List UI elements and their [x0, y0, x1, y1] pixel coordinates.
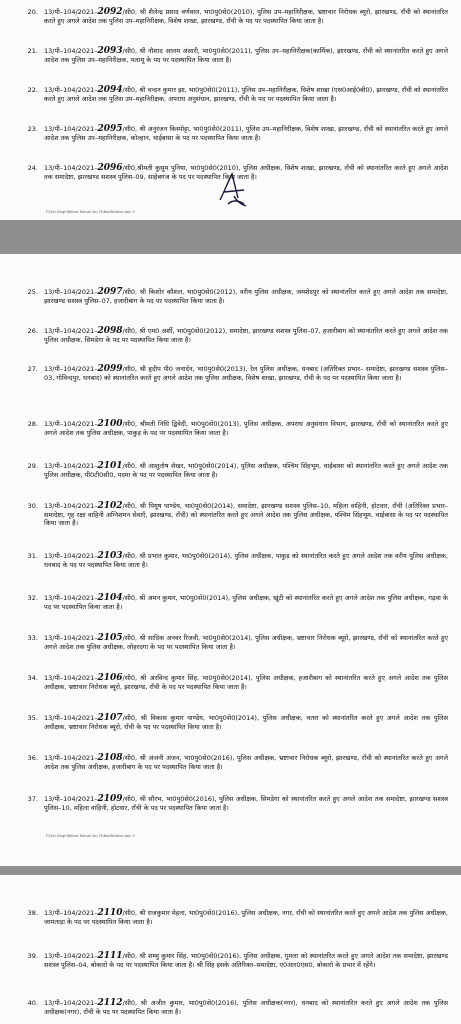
item-number: 33. — [27, 634, 38, 642]
order-item — [20, 462, 448, 492]
item-text — [44, 552, 448, 569]
order-item — [20, 365, 448, 405]
item-number: 40. — [27, 999, 38, 1007]
handwritten-number: 2097 — [97, 287, 123, 297]
handwritten-number: 2098 — [97, 326, 123, 336]
order-ref: 13/पी–104/2021– — [44, 86, 98, 94]
item-number: 35. — [27, 714, 38, 722]
item-number: 32. — [27, 594, 38, 602]
item-text — [44, 594, 448, 611]
item-text — [44, 125, 448, 142]
item-number: 38. — [27, 909, 38, 917]
order-ref: 13/पी–104/2021– — [44, 754, 98, 762]
order-ref: 13/पी–104/2021– — [44, 552, 98, 560]
order-item — [20, 754, 448, 784]
order-body: /सी0, श्री अंजनी अंजन, भा0पु0से0(2016), पुलिस अधीक्षक, भ्रष्टाचार निरोधक ब्यूरो, झारखण्ड, राँची को स्थानांतरित करते हुए अगले आदेश तक पुलिस अधीक्षक, हजारीबाग के पद पर पदस्थापित किया जाता है। — [44, 754, 448, 771]
item-text — [44, 952, 448, 969]
item-text — [44, 327, 448, 344]
handwritten-number: 2107 — [97, 713, 123, 723]
order-body: /सी0, श्री प्रभात कुमार, भा0पु0से0(2014), पुलिस अधीक्षक, पाकुड़ को स्थानांतरित करते हुए अगले आदेश तक वरीय पुलिस अधीक्षक, धनबाद के पद पर पदस्थापित किया जाता है। — [44, 552, 448, 569]
item-text — [44, 795, 448, 812]
item-number: 22. — [27, 86, 38, 94]
order-body: /सी0, श्री सादिक अनवर रिजवी, भा0पु0से0(2014), पुलिस अधीक्षक, भ्रष्टाचार निरोधक ब्यूरो, झारखण्ड, राँची को स्थानांतरित करते हुए अगले आदेश तक पुलिस अधीक्षक, लोहरदगा के पद पर पदस्थापित किया जाता है। — [44, 634, 448, 651]
order-ref: 13/पी–104/2021– — [44, 594, 98, 602]
handwritten-number: 2093 — [97, 46, 123, 56]
order-body: /सी0, श्री किशोर कौशल, भा0पु0से0(2012), वरीय पुलिस अधीक्षक, जमशेदपुर को स्थानांतरित करते हुए अगले आदेश तक समादेष्टा, झारखण्ड सशस्त्र पुलिस–07, हजारीबाग के पद पर पदस्थापित किया जाता है। — [44, 288, 448, 305]
handwritten-number: 2092 — [97, 7, 123, 17]
order-ref: 13/पी–104/2021– — [44, 288, 98, 296]
order-ref: 13/पी–104/2021– — [44, 125, 98, 133]
order-ref: 13/पी–104/2021– — [44, 420, 98, 428]
order-ref: 13/पी–104/2021– — [44, 327, 98, 335]
item-number: 24. — [27, 164, 38, 172]
handwritten-number: 2108 — [97, 753, 123, 763]
signature-mark — [214, 170, 250, 210]
order-body: /सी0, श्री नौशाद आलम अंसारी, भा0पु0से0(2011), पुलिस उप–महानिरीक्षक(कार्मिक), झारखण्ड, राँची को स्थानांतरित करते हुए अगले आदेश तक पुलिस उप–महानिरीक्षक, पलामू के पद पर पदस्थापित किया जाता है। — [44, 47, 448, 64]
order-body: /सी0, श्री अजीत कुमार, भा0पु0से0(2016), पुलिस अधीक्षक(नगर), धनबाद को स्थानांतरित करते हुए अगले आदेश तक पुलिस अधीक्षक(नगर), राँची के पद पर पदस्थापित किया जाता है। — [44, 999, 448, 1016]
order-item — [20, 327, 448, 357]
handwritten-number: 2101 — [97, 461, 123, 471]
order-item — [20, 420, 448, 450]
order-ref: 13/पी–104/2021– — [44, 909, 98, 917]
item-number: 29. — [27, 462, 38, 470]
item-number: 21. — [27, 47, 38, 55]
order-body: /सी0, श्री आशुतोष शेखर, भा0पु0से0(2014), पुलिस अधीक्षक, पश्चिम सिंहभूम, चाईबासा को स्थानांतरित करते हुए अगले आदेश तक पुलिस अधीक्षक, पी0टी0सी0, पदमा के पद पर पदस्थापित किया जाता है। — [44, 462, 448, 479]
item-number: 23. — [27, 125, 38, 133]
order-ref: 13/पी–104/2021– — [44, 365, 98, 373]
handwritten-number: 2111 — [97, 951, 123, 961]
item-number: 20. — [27, 8, 38, 16]
item-text — [44, 86, 448, 103]
order-item — [20, 86, 448, 116]
handwritten-number: 2099 — [97, 364, 123, 374]
handwritten-number: 2096 — [97, 163, 123, 173]
order-body: /सी0, श्री एम0 अर्शी, भा0पु0से0(2012), समादेष्टा, झारखण्ड सशस्त्र पुलिस–07, हजारीबाग को स्थानांतरित करते हुए अगले आदेश तक पुलिस अधीक्षक, सिमडेगा के पद पर पदस्थापित किया जाता है। — [44, 327, 448, 344]
order-body: /सी0, श्री चन्दन कुमार झा, भा0पु0से0(2011), पुलिस उप–महानिरीक्षक, विशेष शाखा (एस0आई0बी0), झारखण्ड, राँची को स्थानांतरित करते हुए अगले आदेश तक पुलिस उप–महानिरीक्षक, अपराध अनुसंधान, झारखण्ड, राँची के पद पर पदस्थापित किया जाता है। — [44, 86, 448, 103]
handwritten-number: 2106 — [97, 673, 123, 683]
file-path-footer: F:\Zel Singh\Ritesh Kumar So-13\Notification-doc 3 — [46, 834, 135, 838]
order-body: /सी0, श्री अरविन्द कुमार सिंह, भा0पु0से0(2014), पुलिस अधीक्षक, हजारीबाग को स्थानांतरित करते हुए अगले आदेश तक पुलिस अधीक्षक, भ्रष्टाचार निरोधक ब्यूरो, झारखण्ड, राँची के पद पर पदस्थापित किया जाता है। — [44, 674, 448, 691]
order-item — [20, 795, 448, 825]
order-body: /सी0, श्री पियूष पाण्डेय, भा0पु0से0(2014), समादेष्टा, झारखण्ड सशस्त्र पुलिस–10, महिला वाहिनी, होटवार, राँची (अतिरिक्त प्रभार– समादेष्टा, गृह रक्षा वाहिनी अग्निशमन सेवाएँ, झारखण्ड, राँची) को स्थानांतरित करते हुए अगले आदेश तक पुलिस अधीक्षक, पश्चिम सिंहभूम, चाईबासा के पद पर पदस्थापित किया जाता है। — [44, 502, 448, 528]
item-text — [44, 462, 448, 479]
item-number: 30. — [27, 502, 38, 510]
item-text — [44, 47, 448, 64]
handwritten-number: 2104 — [97, 593, 123, 603]
item-number: 39. — [27, 952, 38, 960]
order-item — [20, 714, 448, 744]
item-number: 34. — [27, 674, 38, 682]
item-number: 36. — [27, 754, 38, 762]
order-item — [20, 288, 448, 318]
item-text — [44, 8, 448, 25]
order-body: /सी0, श्री शम्भु कुमार सिंह, भा0पु0से0(2016), पुलिस अधीक्षक, गुमला को स्थानांतरित करते हुए अगले आदेश तक समादेष्टा, झारखण्ड सशस्त्र पुलिस–04, बोकारो के पद पर पदस्थापित किया जाता है। श्री सिंह इसके अतिरिक्त–समादेष्टा, ए0आर0एस0, बोकारो के प्रभार में रहेंगे। — [44, 952, 448, 969]
order-item — [20, 999, 448, 1024]
order-item — [20, 125, 448, 155]
item-number: 26. — [27, 327, 38, 335]
item-number: 28. — [27, 420, 38, 428]
item-text — [44, 502, 448, 528]
item-number: 31. — [27, 552, 38, 560]
order-body: /सी0, श्री शैलेन्द्र प्रसाद वर्णवाल, भा0पु0से0(2010), पुलिस उप–महानिरीक्षक, भ्रष्टाचार निरोधक ब्यूरो, झारखण्ड, राँची को स्थानांतरित करते हुए अगले आदेश तक पुलिस उप–महानिरीक्षक, विशेष शाखा, झारखण्ड, राँची के पद पर पदस्थापित किया जाता है। — [44, 8, 448, 25]
item-text — [44, 714, 448, 731]
item-number: 27. — [27, 365, 38, 373]
item-text — [44, 674, 448, 691]
item-text — [44, 634, 448, 651]
item-text — [44, 420, 448, 437]
file-path-footer: F:\Zel Singh\Ritesh Kumar So-13\Notification-doc 3 — [46, 210, 135, 214]
order-ref: 13/पी–104/2021– — [44, 164, 98, 172]
handwritten-number: 2094 — [97, 85, 123, 95]
order-body: /सी0, श्रीमती निधि द्विवेदी, भा0पु0से0(2013), पुलिस अधीक्षक, अपराध अनुसंधान विभाग, झारखण्ड, राँची को स्थानांतरित करते हुए अगले आदेश तक पुलिस अधीक्षक, पाकुड़ के पद पर पदस्थापित किया जाता है। — [44, 420, 448, 437]
order-item — [20, 47, 448, 77]
order-item — [20, 634, 448, 664]
item-number: 37. — [27, 795, 38, 803]
order-ref: 13/पी–104/2021– — [44, 462, 98, 470]
order-ref: 13/पी–104/2021– — [44, 634, 98, 642]
handwritten-number: 2105 — [97, 633, 123, 643]
handwritten-number: 2109 — [97, 794, 123, 804]
handwritten-number: 2095 — [97, 124, 123, 134]
order-ref: 13/पी–104/2021– — [44, 999, 98, 1007]
order-item — [20, 594, 448, 624]
handwritten-number: 2110 — [97, 908, 123, 918]
order-item — [20, 552, 448, 582]
handwritten-number: 2112 — [97, 998, 123, 1008]
item-text — [44, 365, 448, 382]
document-page-3 — [0, 875, 461, 1024]
order-item — [20, 952, 448, 982]
order-ref: 13/पी–104/2021– — [44, 952, 98, 960]
item-text — [44, 909, 448, 926]
order-body: /सी0, श्री अनुरंजन किस्पोट्टा, भा0पु0से0(2011), पुलिस उप–महानिरीक्षक, विशेष शाखा, झारखण्ड, राँची को स्थानांतरित करते हुए अगले आदेश तक पुलिस उप–महानिरीक्षक, कोल्हान, चाईबासा के पद पर पदस्थापित किया जाता है। — [44, 125, 448, 142]
order-item — [20, 674, 448, 704]
document-page-1 — [0, 0, 461, 220]
order-item — [20, 909, 448, 939]
document-page-2 — [0, 254, 461, 866]
handwritten-number: 2102 — [97, 501, 123, 511]
order-body: /सी0, श्री हृदीप पी0 जनार्दन, भा0पु0से0(2013), रेल पुलिस अधीक्षक, धनबाद (अतिरिक्त प्रभार– समादेष्टा, झारखण्ड सशस्त्र पुलिस–03, गोविन्दपुर, धनबाद) को स्थानांतरित करते हुए अगले आदेश तक पुलिस अधीक्षक, विशेष शाखा, झारखण्ड, राँची के पद पर पदस्थापित किया जाता है। — [44, 365, 448, 382]
order-ref: 13/पी–104/2021– — [44, 795, 98, 803]
order-body: /सी0,श्रीमती कुसुम पुनिया, भा0पु0से0(2010), पुलिस अधीक्षक, विशेष शाखा, झारखण्ड, राँची को स्थानांतरित करते हुए अगले आदेश तक समादेष्टा, झारखण्ड सशस्त्र पुलिस–09, साहेबगंज के पद पर पदस्थापित किया जाता है। — [44, 164, 448, 181]
handwritten-number: 2100 — [97, 419, 123, 429]
item-text — [44, 754, 448, 771]
order-ref: 13/पी–104/2021– — [44, 8, 98, 16]
order-ref: 13/पी–104/2021– — [44, 502, 98, 510]
order-body: /सी0, श्री सौरभ, भा0पु0से0(2016), पुलिस अधीक्षक, सिमडेगा को स्थानांतरित करते हुए अगले आदेश तक समादेष्टा, झारखण्ड सशस्त्र पुलिस–10, महिला वाहिनी, होटवार, राँची के पद पर पदस्थापित किया जाता है। — [44, 795, 448, 812]
order-ref: 13/पी–104/2021– — [44, 714, 98, 722]
order-item — [20, 8, 448, 38]
order-ref: 13/पी–104/2021– — [44, 674, 98, 682]
item-text — [44, 288, 448, 305]
order-ref: 13/पी–104/2021– — [44, 47, 98, 55]
handwritten-number: 2103 — [97, 551, 123, 561]
order-body: /सी0, श्री अमन कुमार, भा0पु0से0(2014), पुलिस अधीक्षक, खूंटी को स्थानांतरित करते हुए अगले आदेश तक पुलिस अधीक्षक, गढ़वा के पद पर पदस्थापित किया जाता है। — [44, 594, 448, 611]
item-text — [44, 999, 448, 1016]
order-body: /सी0, श्री विकास कुमार पाण्डेय, भा0पु0से0(2014), पुलिस अधीक्षक, चतरा को स्थानांतरित करते हुए अगले आदेश तक पुलिस अधीक्षक, भ्रष्टाचार निरोधक ब्यूरो, राँची के पद पर पदस्थापित किया जाता है। — [44, 714, 448, 731]
order-body: /सी0, श्री राजकुमार मेहता, भा0पु0से0(2016), पुलिस अधीक्षक, नगर, राँची को स्थानांतरित करते हुए अगले आदेश तक पुलिस अधीक्षक, जामताड़ा के पद पर पदस्थापित किया जाता है। — [44, 909, 448, 926]
order-item — [20, 502, 448, 542]
item-number: 25. — [27, 288, 38, 296]
